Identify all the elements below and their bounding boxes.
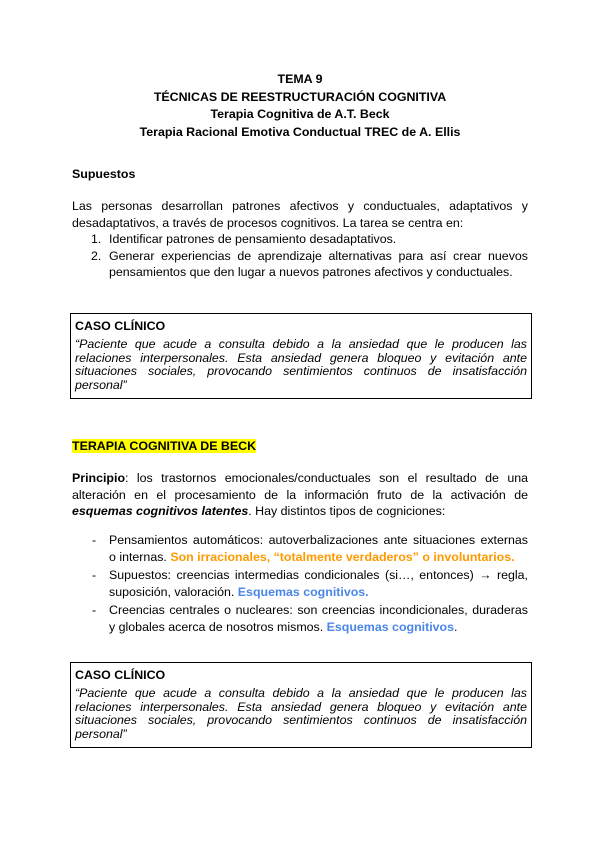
principle-text: : los trastornos emocionales/conductuales son el resultado de una alteración en el procesamiento de la información fruto de la activación de — [72, 471, 528, 502]
list-dash: - — [92, 603, 97, 617]
clinical-case-box-1 — [70, 313, 532, 399]
principle-emphasis: esquemas cognitivos latentes — [72, 504, 249, 518]
list-item — [72, 532, 528, 566]
clinical-case-text: “Paciente que acude a consulta debido a la ansiedad que le producen las relaciones interpersonales. Esta ansiedad genera bloqueo y evitación ante situaciones sociales, provocando sentimientos continuos de insatisfacción personal” — [75, 337, 527, 392]
list-number: 1. — [91, 232, 102, 246]
list-item — [72, 567, 528, 601]
clinical-case-text: “Paciente que acude a consulta debido a la ansiedad que le producen las relaciones interpersonales. Esta ansiedad genera bloqueo y evitación ante situaciones sociales, provocando sentimientos continuos de insatisfacción personal” — [75, 686, 527, 741]
clinical-case-box-2 — [70, 662, 532, 748]
supuestos-heading: Supuestos — [72, 167, 136, 181]
list-item-highlight: Son irracionales, “totalmente verdaderos” o involuntarios. — [170, 550, 515, 564]
list-item-text: Identificar patrones de pensamiento desadaptativos. — [109, 232, 397, 246]
list-dash: - — [92, 568, 97, 582]
clinical-case-title: CASO CLÍNICO — [75, 668, 166, 682]
list-item-end: . — [454, 620, 458, 634]
list-dash: - — [92, 533, 97, 547]
list-item-text: Pensamientos automáticos: autoverbalizaciones ante situaciones externas o internas. — [109, 533, 528, 564]
principle-end: . Hay distintos tipos de cogniciones: — [248, 504, 446, 518]
supuestos-list — [72, 231, 528, 281]
list-item-text: Creencias centrales o nucleares: son creencias incondicionales, duraderas y globales acerca de nosotros mismos. — [109, 603, 528, 634]
beck-heading — [72, 439, 256, 453]
principle-label: Principio — [72, 471, 126, 485]
clinical-case-title: CASO CLÍNICO — [75, 319, 166, 333]
supuestos-intro — [72, 198, 528, 231]
supuestos-intro-text: Las personas desarrollan patrones afectivos y conductuales, adaptativos y desadaptativos, a través de procesos cognitivos. La tarea se centra en: — [72, 199, 528, 230]
list-number: 2. — [91, 248, 102, 263]
subtitle-ellis: Terapia Racional Emotiva Conductual TREC de A. Ellis — [139, 124, 461, 139]
list-item-text: Supuestos: creencias intermedias condicionales (si…, entonces) → regla, suposición, valoración. — [109, 568, 528, 599]
topic-number: TEMA 9 — [277, 72, 323, 86]
beck-heading-text: TERAPIA COGNITIVA DE BECK — [72, 439, 257, 453]
document-title-block — [72, 71, 528, 141]
beck-principle — [72, 470, 528, 520]
list-item-text: Generar experiencias de aprendizaje alternativas para así crear nuevos pensamientos que den lugar a nuevos patrones afectivos y conductuales. — [109, 248, 528, 279]
topic-title: TÉCNICAS DE REESTRUCTURACIÓN COGNITIVA — [153, 89, 447, 104]
list-item-highlight: Esquemas cognitivos. — [237, 585, 369, 599]
list-item — [72, 248, 528, 281]
list-item-highlight: Esquemas cognitivos — [326, 620, 455, 634]
cognitions-list — [72, 532, 528, 637]
list-item — [72, 231, 528, 248]
list-item — [72, 602, 528, 636]
subtitle-beck: Terapia Cognitiva de A.T. Beck — [210, 107, 390, 121]
